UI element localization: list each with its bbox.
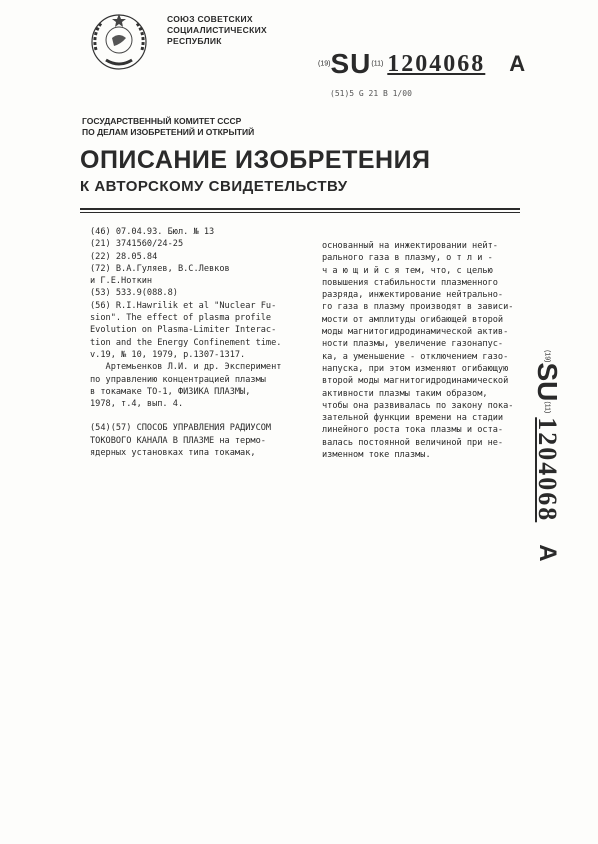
biblio-line: и Г.Е.Ноткин xyxy=(90,276,153,287)
biblio-line: Артемьенков Л.И. и др. Эксперимент xyxy=(90,362,282,373)
biblio-line: Evolution on Plasma-Limiter Interac- xyxy=(90,325,277,336)
ussr-emblem-icon xyxy=(88,10,150,72)
claim-line: чтобы она развивалась по закону пока- xyxy=(322,400,514,411)
claim-line: основанный на инжектировании нейт- xyxy=(322,241,498,251)
biblio-spacer xyxy=(90,410,316,422)
ipc-classification: (51)5 G 21 B 1/00 xyxy=(330,89,412,98)
claim-line: разряда, инжектирование нейтрально- xyxy=(322,290,504,301)
claim-line: второй моды магнитогидродинамической xyxy=(322,376,509,387)
pub-code-label: (11) xyxy=(543,401,551,414)
biblio-line: (46) 07.04.93. Бюл. № 13 xyxy=(90,227,215,237)
invention-title-line: ТОКОВОГО КАНАЛА В ПЛАЗМЕ на термо- xyxy=(90,435,266,446)
claim-line: ч а ю щ и й с я тем, что, с целью xyxy=(322,265,493,276)
biblio-line: sion". The effect of plasma profile xyxy=(90,313,272,324)
country-code: SU xyxy=(330,48,372,79)
claim-line: зательной функции времени на стадии xyxy=(322,413,504,424)
claim-line: напуска, при этом изменяют огибающую xyxy=(322,363,509,374)
title-rule-thin xyxy=(80,212,520,213)
patent-number: 1204068 xyxy=(387,50,486,77)
claim-line: изменном токе плазмы. xyxy=(322,450,431,461)
org-line: СОЦИАЛИСТИЧЕСКИХ xyxy=(167,25,267,35)
invention-title-line: ядерных установках типа токамак, xyxy=(90,448,256,459)
claim-line: ности плазмы, увеличение газонапус- xyxy=(322,339,504,350)
vertical-publication-number xyxy=(531,350,563,562)
claim-text xyxy=(322,240,532,461)
committee-line: ПО ДЕЛАМ ИЗОБРЕТЕНИЙ И ОТКРЫТИЙ xyxy=(82,127,255,137)
claim-line: ка, а уменьшение - отключением газо- xyxy=(322,351,509,362)
org-line: СОЮЗ СОВЕТСКИХ xyxy=(167,14,253,24)
biblio-line: (72) В.А.Гуляев, В.С.Левков xyxy=(90,263,230,274)
publication-number xyxy=(318,48,525,80)
invention-title-line: (54)(57) СПОСОБ УПРАВЛЕНИЯ РАДИУСОМ xyxy=(90,423,272,434)
committee xyxy=(82,116,254,138)
biblio-line: (53) 533.9(088.8) xyxy=(90,288,178,299)
biblio-line: (21) 3741560/24-25 xyxy=(90,239,184,250)
biblio-line: tion and the Energy Confinement time. xyxy=(90,337,282,348)
claim-line: рального газа в плазму, о т л и - xyxy=(322,253,493,264)
org-line: РЕСПУБЛИК xyxy=(167,36,222,46)
biblio-line: 1978, т.4, вып. 4. xyxy=(90,399,184,410)
biblio-line: в токамаке ТО-1, ФИЗИКА ПЛАЗМЫ, xyxy=(90,386,251,397)
patent-number: 1204068 xyxy=(533,417,562,523)
claim-line: моды магнитогидродинамической актив- xyxy=(322,327,509,338)
claim-line: линейного роста тока плазмы и оста- xyxy=(322,425,504,436)
issuing-country xyxy=(167,14,267,47)
biblio-line: по управлению концентрацией плазмы xyxy=(90,374,266,385)
biblio-line: (56) R.I.Hawrilik et al "Nuclear Fu- xyxy=(90,300,277,311)
document-subtitle: К АВТОРСКОМУ СВИДЕТЕЛЬСТВУ xyxy=(80,178,348,195)
claim-line: го газа в плазму производят в зависи- xyxy=(322,302,514,313)
pub-prefix: (19) xyxy=(318,60,331,68)
biblio-line: (22) 28.05.84 xyxy=(90,251,158,262)
committee-line: ГОСУДАРСТВЕННЫЙ КОМИТЕТ СССР xyxy=(82,116,242,126)
claim-line: повышения стабильности плазменного xyxy=(322,277,498,288)
claim-line: мости от амплитуды огибающей второй xyxy=(322,314,504,325)
bibliographic-data xyxy=(90,226,316,459)
pub-code-label: (11) xyxy=(371,60,384,68)
claim-line: валась постоянной величиной при не- xyxy=(322,437,504,448)
doc-kind: A xyxy=(509,51,526,76)
document-title: ОПИСАНИЕ ИЗОБРЕТЕНИЯ xyxy=(80,146,431,174)
pub-prefix: (19) xyxy=(543,350,551,363)
country-code: SU xyxy=(532,362,563,402)
claim-line: активности плазмы таким образом, xyxy=(322,388,488,399)
doc-kind: A xyxy=(534,544,561,562)
title-rule xyxy=(80,208,520,210)
biblio-line: v.19, № 10, 1979, p.1307-1317. xyxy=(90,349,246,360)
